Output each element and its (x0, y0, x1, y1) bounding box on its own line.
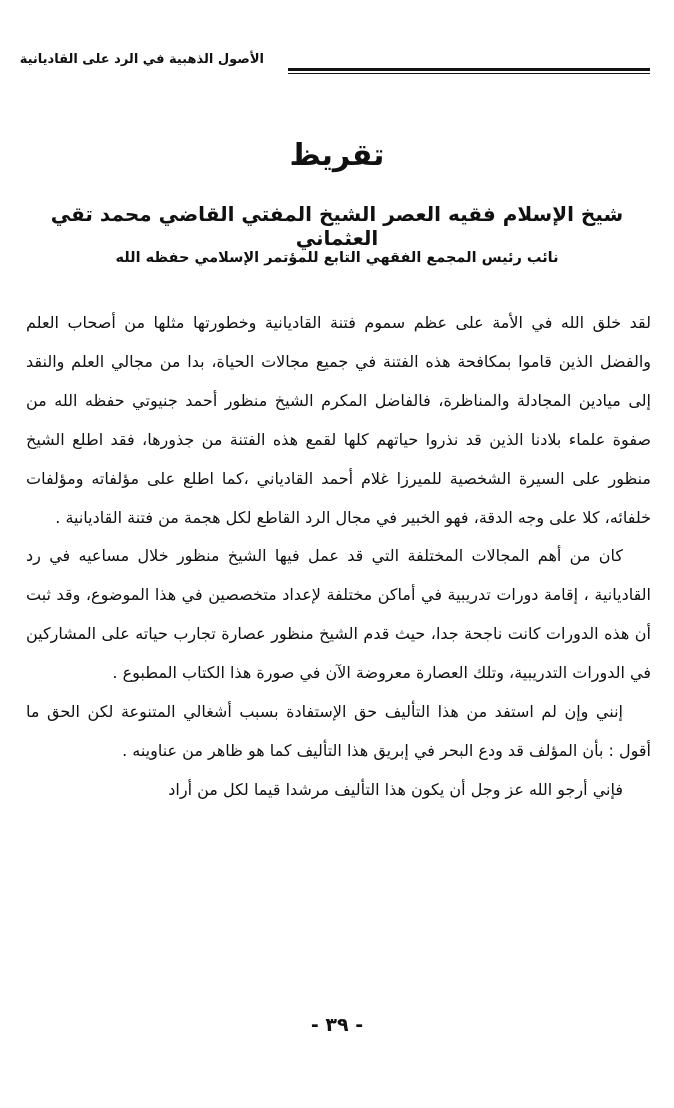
author-name: شيخ الإسلام فقيه العصر الشيخ المفتي القاضي محمد تقي العثماني (50, 202, 624, 250)
body-text (26, 304, 651, 810)
paragraph-2: كان من أهم المجالات المختلفة التي قد عمل فيها الشيخ منظور خلال مساعيه في رد القاديانية ، إقامة دورات تدريبية في أماكن مختلفة لإعداد متخصصين في هذا الموضوع، وقد ثبت أن هذه الدورات كانت ناجحة جدا، حيث قدم الشيخ منظور عصارة تجارب حياته على المشاركين في الدورات التدريبية، وتلك العصارة معروضة الآن في صورة هذا الكتاب المطبوع . (26, 546, 651, 683)
header-rule-thick (288, 68, 650, 71)
header-rule (288, 68, 650, 75)
paragraph-3: إنني وإن لم استفد من هذا التأليف حق الإستفادة بسبب أشغالي المتنوعة لكن الحق ما أقول : بأن المؤلف قد ودع البحر في إبريق هذا التأليف كما هو ظاهر من عناوينه . (26, 702, 651, 760)
paragraph-1: لقد خلق الله في الأمة على عظم سموم فتنة القاديانية وخطورتها مثلها من أصحاب العلم والفضل الذين قاموا بمكافحة هذه الفتنة في جميع مجالات الحياة، بدا من مجالي العلم والنقد إلى ميادين المجادلة والمناظرة، فالفاضل المكرم الشيخ منظور أحمد جنيوتي حفظه الله من صفوة علماء بلادنا الذين قد نذروا حياتهم كلها لقمع هذه الفتنة من جذورها، فقد اطلع الشيخ منظور على السيرة الشخصية للميرزا غلام أحمد القادياني ،كما اطلع على مؤلفاته ومؤلفات خلفائه، كلا على وجه الدقة، فهو الخبير في مجال الرد القاطع لكل هجمة من فتنة القاديانية . (26, 313, 651, 527)
header-rule-thin (288, 73, 650, 74)
section-title: تقريظ (289, 138, 385, 173)
page-number: - ٣٩ - (310, 1014, 364, 1036)
author-position: نائب رئيس المجمع الفقهي التابع للمؤتمر الإسلامي حفظه الله (115, 250, 559, 266)
paragraph-4: فإني أرجو الله عز وجل أن يكون هذا التأليف مرشدا قيما لكل من أراد (168, 779, 623, 799)
running-header-title: الأصول الذهبية في الرد على القاديانية (19, 52, 264, 67)
